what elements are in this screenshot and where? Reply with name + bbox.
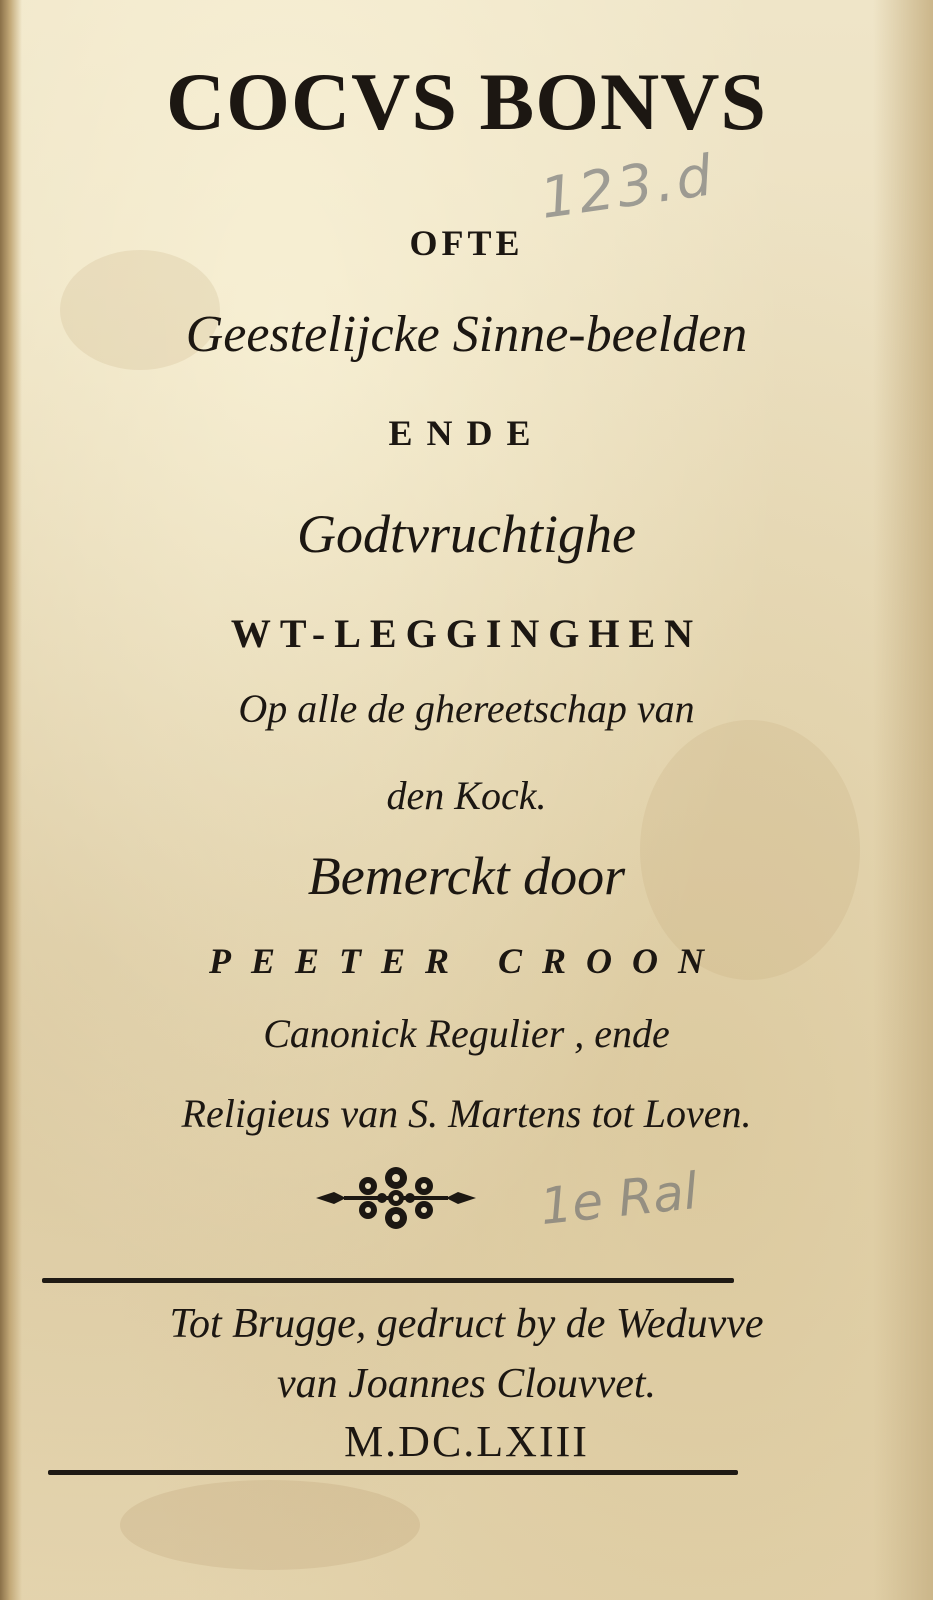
subtitle-line-3: WT-LEGGINGHEN: [230, 611, 703, 656]
imprint-line-2: van Joannes Clouvvet.: [276, 1361, 657, 1407]
connector-ofte: OFTE: [409, 223, 524, 263]
imprint-line-1: Tot Brugge, gedruct by de Weduvve: [169, 1301, 764, 1347]
publication-year: M.DC.LXIII: [344, 1417, 589, 1466]
author-title-line-1: Canonick Regulier , ende: [263, 1011, 670, 1056]
printers-ornament-icon: [316, 1158, 476, 1238]
connector-ende: ENDE: [388, 413, 545, 453]
book-title: COCVS BONVS: [165, 56, 768, 147]
subtitle-line-5: den Kock.: [386, 773, 547, 818]
subtitle-line-1: Geestelijcke Sinne-beelden: [185, 306, 748, 363]
author-name: PEETER CROON: [208, 941, 725, 981]
paper-stain: [120, 1480, 420, 1570]
author-intro: Bemerckt door: [307, 846, 626, 906]
rule-top: [42, 1278, 734, 1283]
subtitle-line-4: Op alle de ghereetschap van: [238, 686, 695, 731]
pencil-note: 1e Ral: [537, 1161, 701, 1237]
subtitle-line-2: Godtvruchtighe: [297, 504, 636, 564]
pencil-shelfmark: 123.d: [536, 143, 719, 232]
rule-bottom: [48, 1470, 738, 1475]
author-title-line-2: Religieus van S. Martens tot Loven.: [181, 1091, 752, 1136]
